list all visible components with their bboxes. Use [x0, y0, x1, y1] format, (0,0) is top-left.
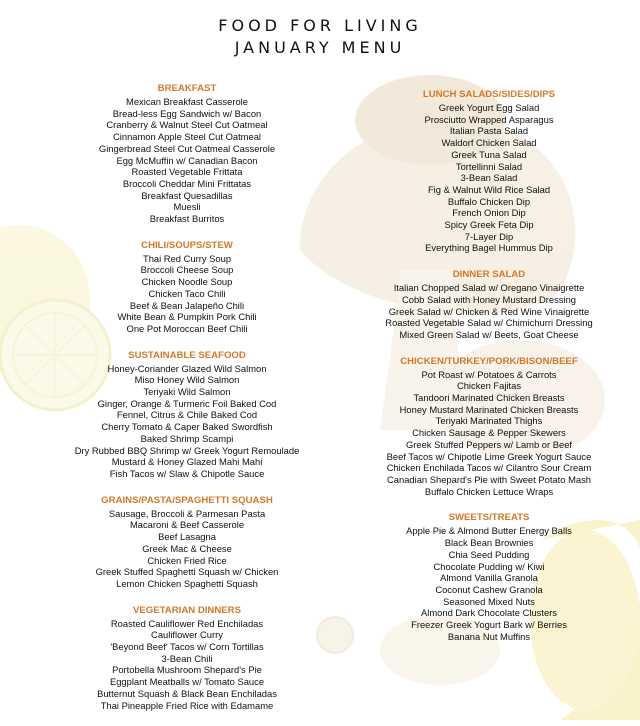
menu-item: Muesli	[173, 201, 201, 213]
menu-item: Freezer Greek Yogurt Bark w/ Berries	[411, 619, 567, 631]
left-column	[60, 83, 314, 726]
menu-item: Almond Vanilla Granola	[440, 572, 538, 584]
menu-item: Roasted Cauliflower Red Enchiladas	[110, 617, 264, 629]
menu-item: Coconut Cashew Granola	[435, 583, 543, 595]
menu-item: Greek Stuffed Spaghetti Squash w/ Chicken	[95, 566, 279, 578]
menu-item: Cherry Tomato & Caper Baked Swordfish	[101, 421, 273, 433]
section-title: CHILI/SOUPS/STEW	[141, 239, 233, 251]
menu-item: Buffalo Chicken Dip	[447, 195, 531, 207]
menu-item: Mustard & Honey Glazed Mahi Mahi	[111, 456, 263, 468]
menu-item: 3-Bean Salad	[460, 172, 518, 184]
menu-item: Seasoned Mixed Nuts	[443, 595, 535, 607]
menu-item: Tortellinni Salad	[455, 160, 523, 172]
menu-title-line1: FOOD FOR LIVING	[218, 16, 422, 35]
section-lunch-salads	[357, 89, 621, 254]
menu-item: Gingerbread Steel Cut Oatmeal Casserole	[98, 142, 276, 154]
menu-item: Breakfast Burritos	[149, 213, 225, 225]
menu-item: Chicken Taco Chili	[148, 287, 226, 299]
menu-item: Greek Yogurt Egg Salad	[438, 102, 540, 113]
menu-item: Thai Pineapple Fried Rice with Edamame	[100, 699, 274, 711]
section-title: VEGETARIAN DINNERS	[132, 604, 242, 616]
menu-item: Beef Tacos w/ Chipotle Lime Greek Yogurt Sauce	[386, 450, 592, 462]
menu-item: Baked Shrimp Scampi	[140, 432, 234, 444]
menu-item: Roasted Vegetable Salad w/ Chimichurri Dressing	[385, 317, 593, 329]
menu-title-line2: JANUARY MENU	[234, 38, 406, 57]
menu-item: Fig & Walnut Wild Rice Salad	[427, 183, 551, 195]
section-vegetarian-dinners	[60, 605, 314, 712]
menu-item: 'Beyond Beef' Tacos w/ Corn Tortillas	[110, 641, 264, 653]
menu-item: Mixed Green Salad w/ Beets, Goat Cheese	[399, 328, 579, 340]
menu-item: Chia Seed Pudding	[448, 548, 530, 560]
menu-item: Chicken Sausage & Pepper Skewers	[412, 427, 566, 439]
menu-item: Teriyaki Wild Salmon	[143, 386, 231, 398]
menu-item: Bread-less Egg Sandwich w/ Bacon	[112, 107, 262, 119]
menu-item: Chicken Enchilada Tacos w/ Cilantro Sour Cream	[386, 462, 592, 474]
menu-item: Honey-Coriander Glazed Wild Salmon	[107, 362, 267, 374]
menu-item: Fish Tacos w/ Slaw & Chipotle Sauce	[109, 467, 265, 479]
menu-item: Broccoli Cheese Soup	[140, 264, 234, 276]
menu-item: Breakfast Quesadillas	[141, 189, 233, 201]
menu-item: Italian Chopped Salad w/ Oregano Vinaigrette	[393, 282, 585, 294]
menu-item: Portobella Mushroom Shepard's Pie	[112, 664, 262, 676]
menu-item: Buffalo Chicken Lettuce Wraps	[424, 485, 554, 497]
menu-item: Italian Pasta Salad	[449, 125, 529, 137]
menu-item: Apple Pie & Almond Butter Energy Balls	[406, 525, 572, 537]
menu-item: Cranberry & Walnut Steel Cut Oatmeal	[106, 119, 268, 131]
menu-item: Beef Lasagna	[158, 531, 216, 543]
menu-item: White Bean & Pumpkin Pork Chili	[117, 311, 257, 323]
menu-item: Greek Salad w/ Chicken & Red Wine Vinaigrette	[388, 305, 590, 317]
menu-item: Cobb Salad with Honey Mustard Dressing	[401, 293, 577, 305]
menu-item: Everything Bagel Hummus Dip	[425, 242, 553, 254]
menu-item: Dry Rubbed BBQ Shrimp w/ Greek Yogurt Remoulade	[74, 444, 300, 456]
menu-item: Chocolate Pudding w/ Kiwi	[433, 560, 545, 572]
menu-item: French Onion Dip	[452, 207, 526, 219]
section-chicken-turkey-pork	[357, 356, 621, 498]
section-dinner-salad	[357, 269, 621, 341]
menu-item: Lemon Chicken Spaghetti Squash	[116, 577, 258, 589]
menu-item: Sausage, Broccoli & Parmesan Pasta	[108, 507, 266, 519]
menu-item: Roasted Vegetable Frittata	[131, 166, 243, 178]
menu-item: Prosciutto Wrapped Asparagus	[424, 113, 554, 125]
section-title: SWEETS/TREATS	[448, 512, 530, 524]
section-breakfast	[60, 83, 314, 225]
menu-item: Cauliflower Curry	[151, 629, 223, 641]
menu-item: Chicken Fajitas	[456, 380, 522, 392]
menu-item: Greek Stuffed Peppers w/ Lamb or Beef	[405, 438, 573, 450]
menu-item: Chicken Noodle Soup	[141, 276, 233, 288]
menu-item: Teriyaki Marinated Thighs	[435, 415, 543, 427]
menu-item: Greek Tuna Salad	[451, 148, 527, 160]
section-title: GRAINS/PASTA/SPAGHETTI SQUASH	[101, 494, 273, 506]
menu-item: Butternut Squash & Black Bean Enchiladas	[97, 687, 277, 699]
menu-item: Cinnamon Apple Steel Cut Oatmeal	[113, 131, 261, 143]
menu-item: Canadian Shepard's Pie with Sweet Potato Mash	[387, 473, 591, 485]
section-title: CHICKEN/TURKEY/PORK/BISON/BEEF	[400, 355, 578, 367]
menu-item: Beef & Bean Jalapeño Chili	[129, 299, 245, 311]
menu-item: Macaroni & Beef Casserole	[129, 519, 245, 531]
menu-item: Chicken Fried Rice	[147, 554, 227, 566]
menu-item: One Pot Moroccan Beef Chili	[126, 322, 248, 334]
menu-item: Tandoori Marinated Chicken Breasts	[413, 392, 565, 404]
menu-item: Mexican Breakfast Casserole	[126, 96, 248, 107]
menu-item: Greek Mac & Cheese	[142, 542, 232, 554]
menu-item: Banana Nut Muffins	[447, 630, 531, 642]
menu-item: 7-Layer Dip	[464, 230, 514, 242]
menu-item: Fennel, Citrus & Chile Baked Cod	[116, 409, 258, 421]
menu-item: Pot Roast w/ Potatoes & Carrots	[421, 368, 557, 380]
menu-item: Honey Mustard Marinated Chicken Breasts	[399, 403, 579, 415]
section-grains-pasta	[60, 495, 314, 590]
menu-item: 3-Bean Chili	[161, 652, 213, 664]
menu-item: Waldorf Chicken Salad	[441, 137, 537, 149]
section-sweets-treats	[357, 512, 621, 642]
section-title: SUSTAINABLE SEAFOOD	[128, 349, 246, 361]
menu-item: Eggplant Meatballs w/ Tomato Sauce	[109, 676, 265, 688]
menu-item: Miso Honey Wild Salmon	[134, 374, 240, 386]
menu-item: Black Bean Brownies	[444, 537, 534, 549]
menu-item: Egg McMuffin w/ Canadian Bacon	[116, 154, 258, 166]
menu-item: Broccoli Cheddar Mini Frittatas	[122, 177, 252, 189]
menu-item: Ginger, Orange & Turmeric Foil Baked Cod	[97, 397, 277, 409]
section-sustainable-seafood	[60, 350, 314, 480]
section-title: LUNCH SALADS/SIDES/DIPS	[422, 89, 556, 100]
section-chili-soups-stew	[60, 240, 314, 335]
right-column	[357, 89, 621, 657]
section-title: DINNER SALAD	[452, 269, 526, 281]
menu-item: Thai Red Curry Soup	[142, 252, 232, 264]
menu-item: Almond Dark Chocolate Clusters	[421, 607, 557, 619]
section-title: BREAKFAST	[157, 83, 217, 94]
menu-item: Spicy Greek Feta Dip	[444, 219, 534, 231]
